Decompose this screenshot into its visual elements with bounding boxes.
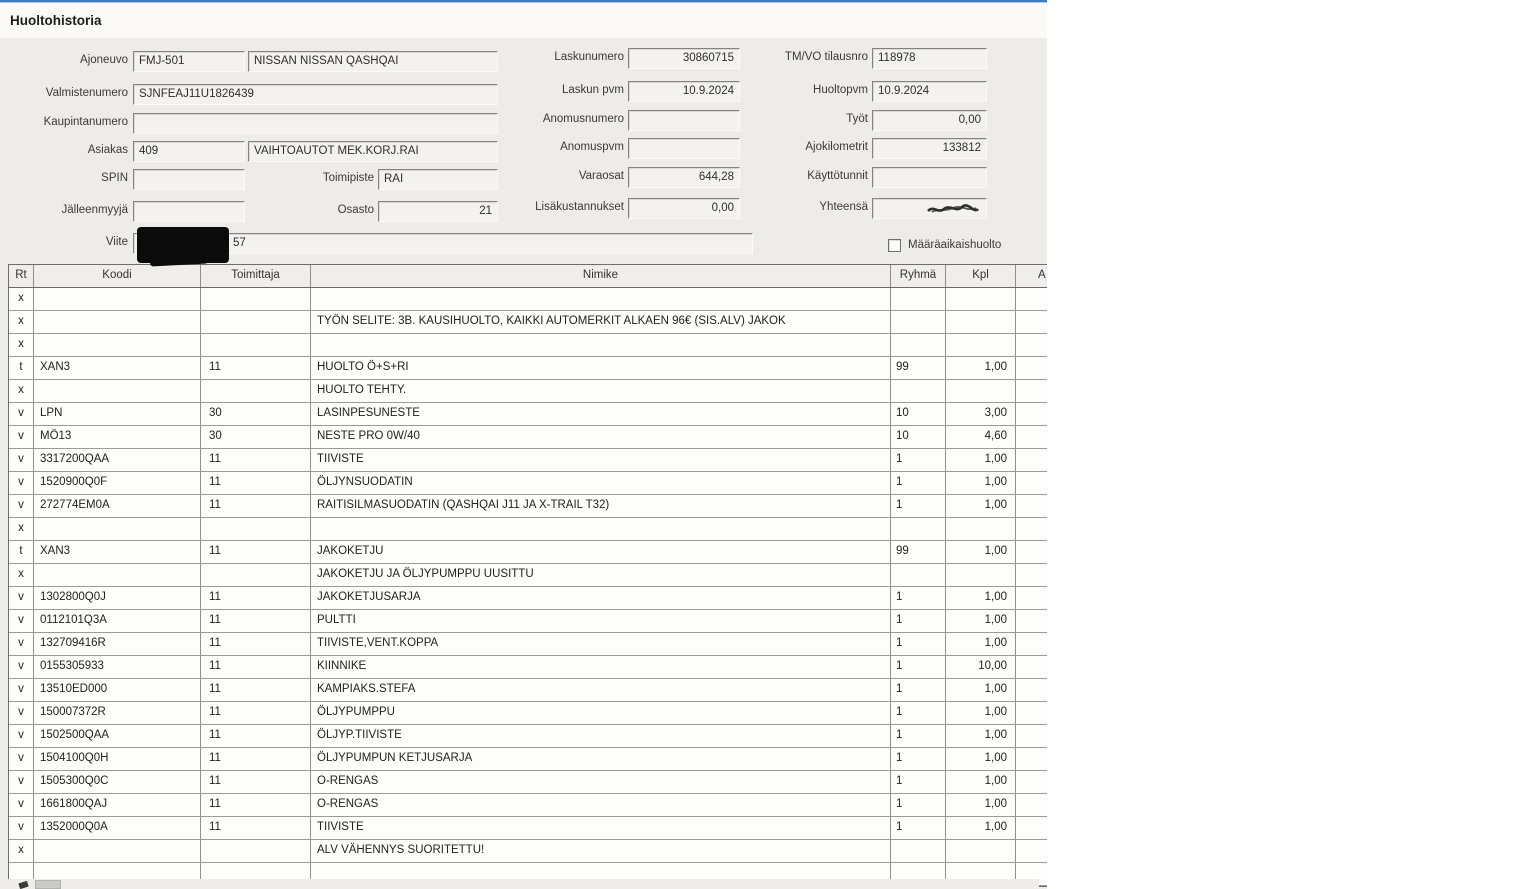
cell-toimittaja xyxy=(201,380,311,402)
cell-kpl xyxy=(946,311,1016,333)
blank-right-area xyxy=(1047,0,1536,889)
label-ajokilometrit: Ajokilometrit xyxy=(805,141,868,153)
cell-rt: v xyxy=(9,702,34,724)
ajokilometrit-field[interactable]: 133812 xyxy=(872,138,987,159)
cell-a-hinta xyxy=(1016,656,1047,678)
header-nimike: Nimike xyxy=(311,265,891,287)
cell-rt: v xyxy=(9,472,34,494)
label-huoltopvm: Huoltopvm xyxy=(813,84,868,96)
cell-kpl: 1,00 xyxy=(946,702,1016,724)
cell-rt: v xyxy=(9,610,34,632)
cell-kpl: 1,00 xyxy=(946,794,1016,816)
cell-nimike: ÖLJYNSUODATIN xyxy=(311,472,891,494)
ajoneuvo-reg-field[interactable]: FMJ-501 xyxy=(133,51,245,72)
cell-ryhma xyxy=(891,518,946,540)
table-row[interactable] xyxy=(9,817,1047,840)
cell-a-hinta xyxy=(1016,610,1047,632)
cell-koodi: 150007372R xyxy=(34,702,201,724)
cell-ryhma: 1 xyxy=(891,794,946,816)
label-spin: SPIN xyxy=(101,172,128,184)
cell-rt: v xyxy=(9,495,34,517)
cell-nimike: ÖLJYPUMPPU xyxy=(311,702,891,724)
table-header-row xyxy=(9,265,1047,288)
cell-a-hinta xyxy=(1016,380,1047,402)
cell-a-hinta xyxy=(1016,288,1047,310)
label-anomuspvm: Anomuspvm xyxy=(560,141,624,153)
lisakustannukset-field[interactable]: 0,00 xyxy=(628,198,740,219)
cell-a-hinta xyxy=(1016,771,1047,793)
header-rt: Rt xyxy=(9,265,34,287)
cell-koodi: LPN xyxy=(34,403,201,425)
table-row[interactable] xyxy=(9,794,1047,817)
cell-nimike: JAKOKETJU xyxy=(311,541,891,563)
cell-kpl: 4,60 xyxy=(946,426,1016,448)
cell-a-hinta xyxy=(1016,403,1047,425)
kaupintanumero-field[interactable] xyxy=(133,113,498,134)
label-lisakustannukset: Lisäkustannukset xyxy=(535,201,624,213)
label-toimipiste: Toimipiste xyxy=(322,172,374,184)
table-row[interactable] xyxy=(9,495,1047,518)
cell-ryhma: 1 xyxy=(891,679,946,701)
cell-kpl: 1,00 xyxy=(946,357,1016,379)
viite-visible-text: 57 xyxy=(233,237,246,249)
cell-rt: t xyxy=(9,541,34,563)
cell-nimike: JAKOKETJUSARJA xyxy=(311,587,891,609)
label-viite: Viite xyxy=(105,236,128,248)
cell-koodi: 1505300Q0C xyxy=(34,771,201,793)
asiakas-nro-field[interactable]: 409 xyxy=(133,141,245,162)
cell-toimittaja: 11 xyxy=(201,633,311,655)
cell-kpl: 1,00 xyxy=(946,725,1016,747)
cell-toimittaja: 30 xyxy=(201,426,311,448)
cell-toimittaja: 11 xyxy=(201,679,311,701)
cell-nimike: NESTE PRO 0W/40 xyxy=(311,426,891,448)
table-row[interactable] xyxy=(9,564,1047,587)
toimipiste-field[interactable]: RAI xyxy=(378,169,498,190)
cell-toimittaja: 11 xyxy=(201,495,311,517)
cell-ryhma: 1 xyxy=(891,472,946,494)
cell-koodi: 1661800QAJ xyxy=(34,794,201,816)
cell-rt: v xyxy=(9,633,34,655)
cell-a-hinta xyxy=(1016,725,1047,747)
cell-ryhma: 1 xyxy=(891,748,946,770)
cell-kpl: 1,00 xyxy=(946,472,1016,494)
cell-toimittaja xyxy=(201,334,311,356)
cell-a-hinta xyxy=(1016,587,1047,609)
table-row[interactable] xyxy=(9,403,1047,426)
huoltopvm-field[interactable]: 10.9.2024 xyxy=(872,81,987,102)
cell-koodi: 3317200QAA xyxy=(34,449,201,471)
header-a-hinta: A xyxy=(1016,265,1047,287)
cell-nimike: KIINNIKE xyxy=(311,656,891,678)
cell-kpl: 1,00 xyxy=(946,587,1016,609)
cell-nimike: TIIVISTE xyxy=(311,449,891,471)
ajoneuvo-model-field[interactable]: NISSAN NISSAN QASHQAI xyxy=(248,51,498,72)
cell-nimike xyxy=(311,334,891,356)
cell-toimittaja: 11 xyxy=(201,817,311,839)
cell-nimike: LASINPESUNESTE xyxy=(311,403,891,425)
table-row[interactable] xyxy=(9,748,1047,771)
cell-nimike: KAMPIAKS.STEFA xyxy=(311,679,891,701)
cell-toimittaja: 11 xyxy=(201,656,311,678)
cell-koodi: 1302800Q0J xyxy=(34,587,201,609)
label-laskun-pvm: Laskun pvm xyxy=(561,84,624,96)
cell-toimittaja: 11 xyxy=(201,357,311,379)
cell-ryhma: 1 xyxy=(891,633,946,655)
cell-ryhma xyxy=(891,334,946,356)
label-asiakas: Asiakas xyxy=(87,144,128,156)
cell-nimike: O-RENGAS xyxy=(311,794,891,816)
cell-koodi: 1352000Q0A xyxy=(34,817,201,839)
jalleenmyyja-field[interactable] xyxy=(133,201,245,222)
kayttotunnit-field[interactable] xyxy=(872,167,987,188)
label-varaosat: Varaosat xyxy=(578,170,624,182)
laskun-pvm-field[interactable]: 10.9.2024 xyxy=(628,81,740,102)
table-row[interactable] xyxy=(9,449,1047,472)
cell-rt: x xyxy=(9,564,34,586)
cell-nimike: HUOLTO TEHTY. xyxy=(311,380,891,402)
cell-kpl xyxy=(946,840,1016,862)
cell-toimittaja xyxy=(201,564,311,586)
cell-rt: v xyxy=(9,679,34,701)
osasto-field[interactable]: 21 xyxy=(378,201,498,222)
cell-ryhma: 1 xyxy=(891,771,946,793)
table-row[interactable] xyxy=(9,702,1047,725)
cell-koodi: 132709416R xyxy=(34,633,201,655)
cell-toimittaja: 11 xyxy=(201,748,311,770)
tyot-field[interactable]: 0,00 xyxy=(872,110,987,131)
cell-kpl: 1,00 xyxy=(946,541,1016,563)
maaraaikaishuolto-label: Määräaikaishuolto xyxy=(908,239,1002,251)
cell-nimike: TIIVISTE,VENT.KOPPA xyxy=(311,633,891,655)
cell-koodi xyxy=(34,518,201,540)
cell-rt: v xyxy=(9,587,34,609)
cell-ryhma xyxy=(891,564,946,586)
cell-ryhma: 10 xyxy=(891,426,946,448)
asiakas-nimi-field[interactable]: VAIHTOAUTOT MEK.KORJ.RAI xyxy=(248,141,498,162)
table-row[interactable] xyxy=(9,472,1047,495)
cell-kpl xyxy=(946,518,1016,540)
cell-rt: x xyxy=(9,334,34,356)
cell-nimike: PULTTI xyxy=(311,610,891,632)
cell-kpl: 3,00 xyxy=(946,403,1016,425)
cell-toimittaja: 11 xyxy=(201,771,311,793)
cell-koodi xyxy=(34,840,201,862)
cell-toimittaja: 11 xyxy=(201,794,311,816)
table-row[interactable] xyxy=(9,587,1047,610)
cell-rt: v xyxy=(9,426,34,448)
label-tyot: Työt xyxy=(846,113,868,125)
cell-nimike: JAKOKETJU JA ÖLJYPUMPPU UUSITTU xyxy=(311,564,891,586)
cell-a-hinta xyxy=(1016,817,1047,839)
maaraaikaishuolto-checkbox[interactable] xyxy=(888,239,901,252)
cell-kpl xyxy=(946,564,1016,586)
cell-a-hinta xyxy=(1016,794,1047,816)
cell-rt: x xyxy=(9,380,34,402)
cell-ryhma: 1 xyxy=(891,702,946,724)
cell-toimittaja: 11 xyxy=(201,449,311,471)
valmistenumero-field[interactable]: SJNFEAJ11U1826439 xyxy=(133,84,498,105)
cell-toimittaja: 30 xyxy=(201,403,311,425)
table-row[interactable] xyxy=(9,771,1047,794)
label-kaupintanumero: Kaupintanumero xyxy=(43,116,128,128)
cell-nimike: O-RENGAS xyxy=(311,771,891,793)
cell-kpl: 1,00 xyxy=(946,495,1016,517)
page-title: Huoltohistoria xyxy=(10,13,102,28)
title-bar xyxy=(0,3,1047,38)
table-row[interactable] xyxy=(9,633,1047,656)
table-row[interactable] xyxy=(9,334,1047,357)
table-row[interactable] xyxy=(9,518,1047,541)
cell-ryhma: 1 xyxy=(891,587,946,609)
cell-kpl xyxy=(946,380,1016,402)
service-lines-table xyxy=(8,264,1047,889)
yhteensa-field[interactable] xyxy=(872,198,987,219)
cell-rt: t xyxy=(9,357,34,379)
cell-ryhma: 99 xyxy=(891,541,946,563)
table-row[interactable] xyxy=(9,288,1047,311)
header-kpl: Kpl xyxy=(946,265,1016,287)
cell-nimike xyxy=(311,288,891,310)
cell-nimike: ALV VÄHENNYS SUORITETTU! xyxy=(311,840,891,862)
table-body xyxy=(9,288,1047,886)
label-jalleenmyyja: Jälleenmyyjä xyxy=(61,204,128,216)
cell-koodi xyxy=(34,380,201,402)
cell-koodi: XAN3 xyxy=(34,357,201,379)
cell-ryhma: 1 xyxy=(891,610,946,632)
cell-rt: x xyxy=(9,840,34,862)
label-yhteensa: Yhteensä xyxy=(819,201,868,213)
cell-koodi: XAN3 xyxy=(34,541,201,563)
cell-a-hinta xyxy=(1016,472,1047,494)
cell-nimike: TYÖN SELITE: 3B. KAUSIHUOLTO, KAIKKI AUTOMERKIT ALKAEN 96€ (SIS.ALV) JAKOK xyxy=(311,311,891,333)
cell-rt: x xyxy=(9,288,34,310)
table-row[interactable] xyxy=(9,380,1047,403)
cell-ryhma: 1 xyxy=(891,725,946,747)
cell-ryhma: 1 xyxy=(891,449,946,471)
cell-rt: v xyxy=(9,817,34,839)
cell-toimittaja: 11 xyxy=(201,725,311,747)
horizontal-scrollbar[interactable] xyxy=(8,879,1039,889)
cell-a-hinta xyxy=(1016,495,1047,517)
label-anomusnumero: Anomusnumero xyxy=(542,113,624,125)
cell-toimittaja: 11 xyxy=(201,541,311,563)
cell-ryhma: 1 xyxy=(891,817,946,839)
cell-kpl: 1,00 xyxy=(946,633,1016,655)
cell-rt: v xyxy=(9,771,34,793)
table-row[interactable] xyxy=(9,541,1047,564)
table-row[interactable] xyxy=(9,311,1047,334)
cell-kpl: 1,00 xyxy=(946,771,1016,793)
cell-toimittaja: 11 xyxy=(201,587,311,609)
cell-toimittaja xyxy=(201,518,311,540)
cell-nimike xyxy=(311,518,891,540)
label-kayttotunnit: Käyttötunnit xyxy=(807,170,868,182)
cell-koodi: 1504100Q0H xyxy=(34,748,201,770)
header-toimittaja: Toimittaja xyxy=(201,265,311,287)
cell-kpl: 10,00 xyxy=(946,656,1016,678)
cell-ryhma: 1 xyxy=(891,495,946,517)
cell-nimike: HUOLTO Ö+S+RI xyxy=(311,357,891,379)
cell-rt: v xyxy=(9,656,34,678)
cell-a-hinta xyxy=(1016,564,1047,586)
cell-koodi xyxy=(34,311,201,333)
cell-a-hinta xyxy=(1016,840,1047,862)
cell-toimittaja xyxy=(201,311,311,333)
cell-a-hinta xyxy=(1016,357,1047,379)
tilausnro-field[interactable]: 118978 xyxy=(872,48,987,69)
cell-rt: v xyxy=(9,794,34,816)
scrollbar-thumb[interactable] xyxy=(35,880,61,889)
cell-kpl xyxy=(946,334,1016,356)
cell-nimike: TIIVISTE xyxy=(311,817,891,839)
cell-ryhma xyxy=(891,840,946,862)
spin-field[interactable] xyxy=(133,169,245,190)
table-row[interactable] xyxy=(9,357,1047,380)
table-row[interactable] xyxy=(9,725,1047,748)
cell-rt: x xyxy=(9,518,34,540)
table-row[interactable] xyxy=(9,610,1047,633)
cell-a-hinta xyxy=(1016,518,1047,540)
header-ryhma: Ryhmä xyxy=(891,265,946,287)
cell-koodi xyxy=(34,564,201,586)
cell-kpl: 1,00 xyxy=(946,679,1016,701)
cell-rt: v xyxy=(9,725,34,747)
cell-kpl: 1,00 xyxy=(946,748,1016,770)
cell-a-hinta xyxy=(1016,679,1047,701)
cell-koodi: 0155305933 xyxy=(34,656,201,678)
cell-a-hinta xyxy=(1016,311,1047,333)
cell-koodi: 0112101Q3A xyxy=(34,610,201,632)
cell-a-hinta xyxy=(1016,426,1047,448)
table-row[interactable] xyxy=(9,840,1047,863)
table-row[interactable] xyxy=(9,426,1047,449)
cell-kpl: 1,00 xyxy=(946,817,1016,839)
cell-ryhma xyxy=(891,380,946,402)
cell-koodi: MÖ13 xyxy=(34,426,201,448)
cell-a-hinta xyxy=(1016,702,1047,724)
cell-a-hinta xyxy=(1016,334,1047,356)
header-koodi: Koodi xyxy=(34,265,201,287)
label-valmistenumero: Valmistenumero xyxy=(45,87,128,99)
cell-nimike: RAITISILMASUODATIN (QASHQAI J11 JA X-TRAIL T32) xyxy=(311,495,891,517)
cell-nimike: ÖLJYP.TIIVISTE xyxy=(311,725,891,747)
cell-toimittaja xyxy=(201,840,311,862)
cell-nimike: ÖLJYPUMPUN KETJUSARJA xyxy=(311,748,891,770)
cell-ryhma: 99 xyxy=(891,357,946,379)
cell-koodi: 1520900Q0F xyxy=(34,472,201,494)
laskunumero-field[interactable]: 30860715 xyxy=(628,48,740,69)
cell-a-hinta xyxy=(1016,748,1047,770)
cell-koodi: 1502500QAA xyxy=(34,725,201,747)
cell-koodi: 272774EM0A xyxy=(34,495,201,517)
cell-rt: v xyxy=(9,449,34,471)
cell-a-hinta xyxy=(1016,449,1047,471)
cell-a-hinta xyxy=(1016,541,1047,563)
cell-rt: v xyxy=(9,748,34,770)
cell-koodi xyxy=(34,288,201,310)
label-tilausnro: TM/VO tilausnro xyxy=(784,51,868,63)
varaosat-field[interactable]: 644,28 xyxy=(628,167,740,188)
cell-toimittaja: 11 xyxy=(201,472,311,494)
cell-koodi: 13510ED000 xyxy=(34,679,201,701)
cell-ryhma xyxy=(891,311,946,333)
cell-a-hinta xyxy=(1016,633,1047,655)
cell-ryhma: 1 xyxy=(891,656,946,678)
cell-toimittaja: 11 xyxy=(201,702,311,724)
cell-toimittaja xyxy=(201,288,311,310)
cell-rt: x xyxy=(9,311,34,333)
cell-kpl: 1,00 xyxy=(946,449,1016,471)
label-osasto: Osasto xyxy=(337,204,374,216)
cell-ryhma xyxy=(891,288,946,310)
cell-ryhma: 10 xyxy=(891,403,946,425)
cell-rt: v xyxy=(9,403,34,425)
cell-koodi xyxy=(34,334,201,356)
redacted-scribble xyxy=(926,203,980,219)
table-row[interactable] xyxy=(9,679,1047,702)
table-row[interactable] xyxy=(9,656,1047,679)
label-ajoneuvo: Ajoneuvo xyxy=(80,54,128,66)
cell-kpl: 1,00 xyxy=(946,610,1016,632)
label-laskunumero: Laskunumero xyxy=(554,51,624,63)
cell-toimittaja: 11 xyxy=(201,610,311,632)
cell-kpl xyxy=(946,288,1016,310)
